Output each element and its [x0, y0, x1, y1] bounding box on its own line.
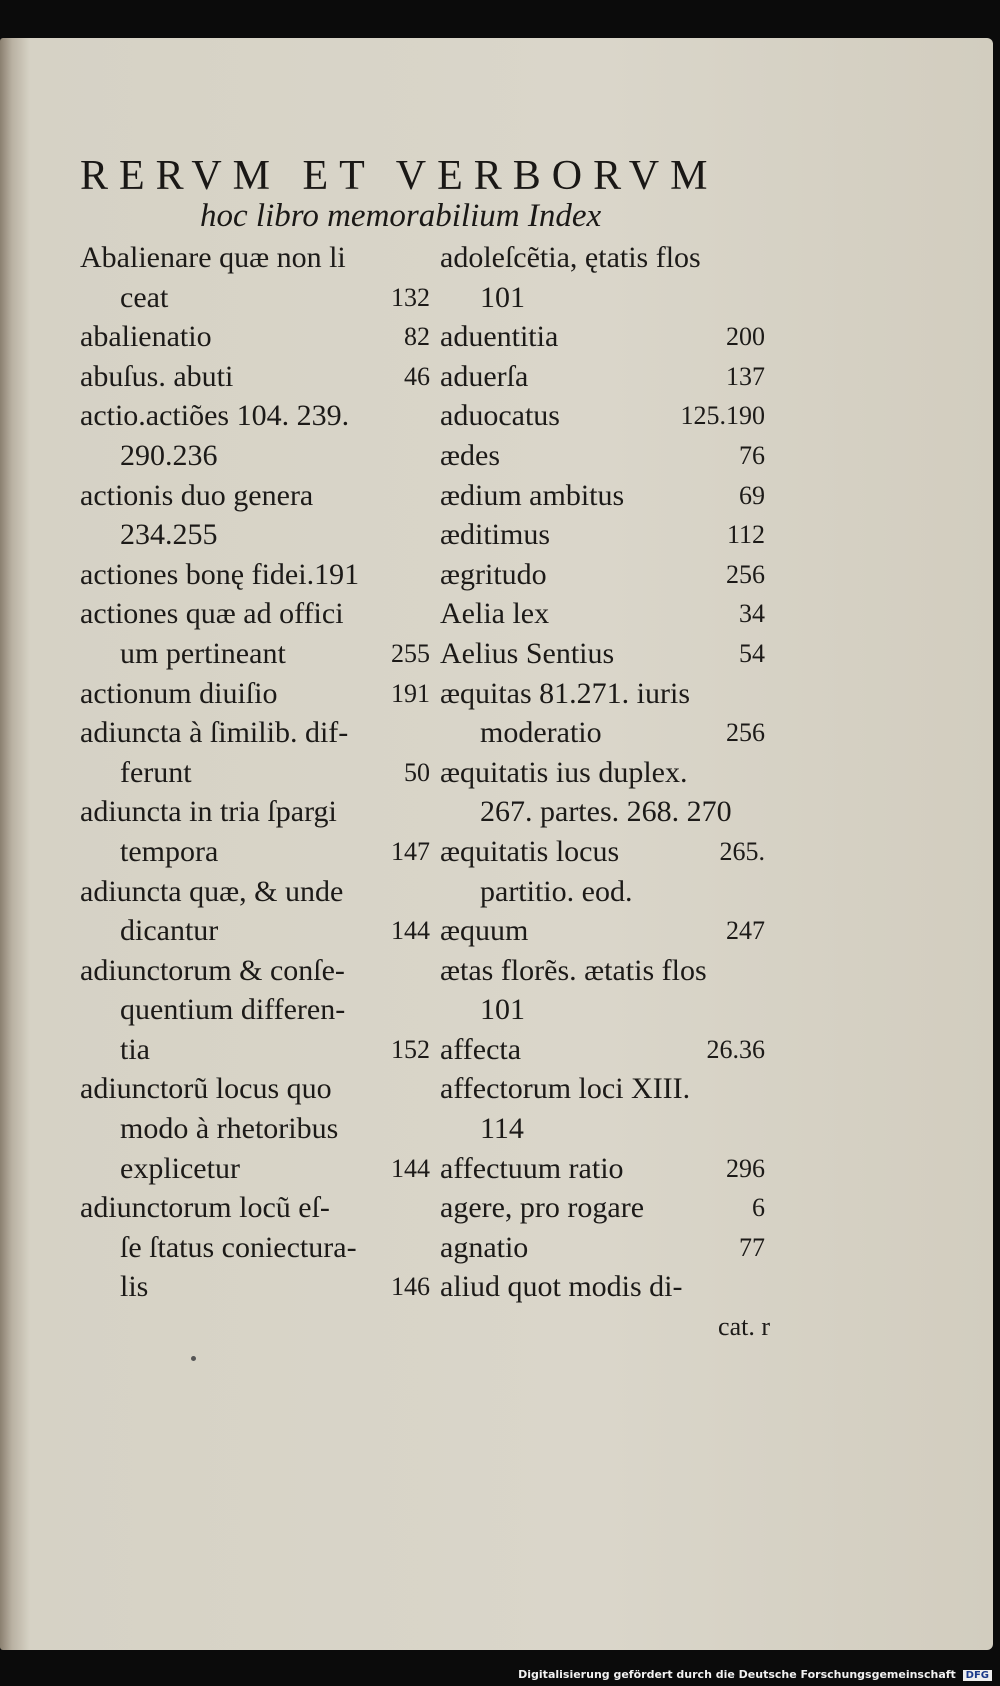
index-entry: [440, 555, 765, 595]
entry-term: aliud quot modis di-: [440, 1270, 683, 1304]
entry-page: 82: [404, 322, 430, 352]
entry-term: 101: [480, 993, 525, 1027]
entry-term: affectorum loci XIII.: [440, 1072, 691, 1106]
entry-term: æditimus: [440, 518, 551, 552]
entry-term: adiuncta in tria ſpargi: [80, 795, 337, 829]
digitization-credit: [518, 1668, 992, 1681]
entry-page: 132: [391, 282, 430, 312]
index-entry: [80, 951, 430, 991]
index-entry: [440, 1267, 765, 1307]
entry-page: 191: [391, 678, 430, 708]
entry-term: ægritudo: [440, 557, 547, 591]
index-entry: [80, 1267, 430, 1307]
entry-page: 6: [752, 1193, 765, 1223]
credit-text: Digitalisierung gefördert durch die Deutsche Forschungsgemeinschaft: [518, 1668, 956, 1681]
dfg-logo: DFG: [963, 1670, 992, 1681]
index-entry: [80, 1069, 430, 1109]
entry-page: 125.190: [680, 401, 765, 431]
entry-page: 152: [391, 1034, 430, 1064]
entry-term: Abalienare quæ non li: [80, 241, 346, 274]
entry-term: æquitatis locus: [440, 834, 620, 868]
index-column-left: [80, 238, 430, 1307]
index-entry: [440, 990, 765, 1030]
entry-term: actiones bonę fidei.191: [80, 557, 360, 591]
entry-term: 290.236: [120, 438, 218, 472]
entry-term: lis: [120, 1270, 149, 1304]
index-entry: [80, 317, 430, 357]
entry-page: 146: [391, 1272, 430, 1302]
entry-term: aduocatus: [440, 399, 560, 433]
entry-term: aduentitia: [440, 320, 559, 354]
entry-term: ætas florẽs. ætatis flos: [440, 953, 707, 987]
index-entry: [80, 1228, 430, 1268]
index-entry: [440, 1109, 765, 1149]
entry-term: tia: [120, 1032, 150, 1066]
entry-page: 50: [404, 757, 430, 787]
entry-page: 256: [726, 559, 765, 589]
index-entry: [440, 238, 765, 278]
index-entry: [440, 278, 765, 318]
entry-term: affectuum ratio: [440, 1151, 624, 1185]
index-entry: [80, 911, 430, 951]
index-entry: [80, 436, 430, 476]
index-entry: [440, 832, 765, 872]
catchword: cat. r: [718, 1312, 770, 1341]
index-entry: [80, 832, 430, 872]
entry-page: 46: [404, 361, 430, 391]
entry-term: agere, pro rogare: [440, 1191, 645, 1225]
index-entry: [80, 713, 430, 753]
entry-term: 101: [480, 280, 525, 314]
entry-term: 234.255: [120, 518, 218, 552]
entry-term: tempora: [120, 834, 219, 868]
entry-term: actionis duo genera: [80, 478, 314, 512]
index-entry: [440, 1228, 765, 1268]
index-entry: [80, 396, 430, 436]
index-entry: [80, 634, 430, 674]
entry-term: affecta: [440, 1032, 522, 1066]
entry-term: 267. partes. 268. 270: [480, 795, 732, 829]
entry-term: um pertineant: [120, 636, 286, 670]
index-entry: [440, 436, 765, 476]
index-entry: [440, 634, 765, 674]
entry-page: 296: [726, 1153, 765, 1183]
entry-term: Aelius Sentius: [440, 636, 615, 670]
index-entry: [440, 753, 765, 793]
index-subtitle: hoc libro memorabilium Index: [200, 198, 602, 234]
entry-term: adoleſcẽtia, ętatis flos: [440, 241, 701, 274]
entry-term: Aelia lex: [440, 597, 550, 631]
entry-page: 69: [739, 480, 765, 510]
entry-term: adiunctorũ locus quo: [80, 1072, 332, 1106]
entry-page: 76: [739, 440, 765, 470]
entry-term: ædium ambitus: [440, 478, 625, 512]
index-entry: [80, 674, 430, 714]
entry-term: aduerſa: [440, 359, 529, 393]
index-entry: [80, 1030, 430, 1070]
entry-term: modo à rhetoribus: [120, 1112, 339, 1146]
index-entry: [440, 1030, 765, 1070]
entry-term: 114: [480, 1112, 524, 1146]
index-entry: [440, 792, 765, 832]
entry-page: 144: [391, 1153, 430, 1183]
entry-page: 256: [726, 718, 765, 748]
index-entry: [440, 911, 765, 951]
entry-term: ſe ſtatus coniectura-: [120, 1230, 357, 1264]
index-entry: [80, 357, 430, 397]
entry-term: actio.actiões 104. 239.: [80, 399, 350, 433]
entry-page: 200: [726, 322, 765, 352]
index-entry: [80, 278, 430, 318]
entry-term: explicetur: [120, 1151, 240, 1185]
entry-term: ædes: [440, 438, 500, 472]
index-entry: [80, 1109, 430, 1149]
entry-term: æquitatis ius duplex.: [440, 755, 688, 789]
index-entry: [80, 1149, 430, 1189]
index-entry: [440, 317, 765, 357]
entry-page: 26.36: [706, 1034, 765, 1064]
index-entry: [80, 476, 430, 516]
entry-term: ceat: [120, 280, 169, 314]
index-entry: [440, 1069, 765, 1109]
entry-term: æquum: [440, 914, 529, 948]
index-entry: [80, 515, 430, 555]
entry-term: partitio. eod.: [480, 874, 633, 908]
entry-page: 137: [726, 361, 765, 391]
index-entry: [80, 594, 430, 634]
ink-spot: [191, 1356, 196, 1361]
entry-term: actionum diuiſio: [80, 676, 278, 710]
index-title: RERVM ET VERBORVM: [80, 153, 719, 199]
entry-term: moderatio: [480, 716, 602, 750]
entry-page: 34: [739, 599, 765, 629]
index-entry: [440, 396, 765, 436]
entry-term: abalienatio: [80, 320, 212, 354]
index-entry: [440, 872, 765, 912]
index-entry: [440, 594, 765, 634]
index-entry: [440, 357, 765, 397]
entry-term: agnatio: [440, 1230, 529, 1264]
index-entry: [440, 1188, 765, 1228]
index-entry: [440, 515, 765, 555]
index-entry: [80, 990, 430, 1030]
index-entry: [440, 951, 765, 991]
entry-term: adiunctorum & conſe-: [80, 953, 345, 987]
entry-term: abuſus. abuti: [80, 359, 234, 393]
index-entry: [440, 1149, 765, 1189]
entry-term: dicantur: [120, 914, 219, 948]
index-entry: [440, 476, 765, 516]
entry-page: 247: [726, 916, 765, 946]
entry-term: adiuncta quæ, & unde: [80, 874, 344, 908]
index-entry: [80, 238, 430, 278]
entry-page: 112: [726, 520, 765, 550]
entry-term: quentium differen-: [120, 993, 346, 1027]
entry-page: 144: [391, 916, 430, 946]
entry-page: 77: [739, 1232, 765, 1262]
index-entry: [80, 792, 430, 832]
index-entry: [80, 555, 430, 595]
catchword-line: [600, 1307, 770, 1347]
entry-term: æquitas 81.271. iuris: [440, 676, 691, 710]
entry-page: 54: [739, 638, 765, 668]
entry-term: adiunctorum locũ eſ-: [80, 1191, 330, 1225]
index-entry: [80, 872, 430, 912]
index-entry: [80, 753, 430, 793]
entry-page: 147: [391, 836, 430, 866]
index-entry: [440, 713, 765, 753]
entry-term: adiuncta à ſimilib. dif-: [80, 716, 349, 750]
entry-term: actiones quæ ad offici: [80, 597, 344, 631]
index-entry: [80, 1188, 430, 1228]
entry-page: 265.: [719, 836, 765, 866]
entry-term: ferunt: [120, 755, 192, 789]
index-entry: [440, 674, 765, 714]
index-column-right: [440, 238, 765, 1307]
entry-page: 255: [391, 638, 430, 668]
